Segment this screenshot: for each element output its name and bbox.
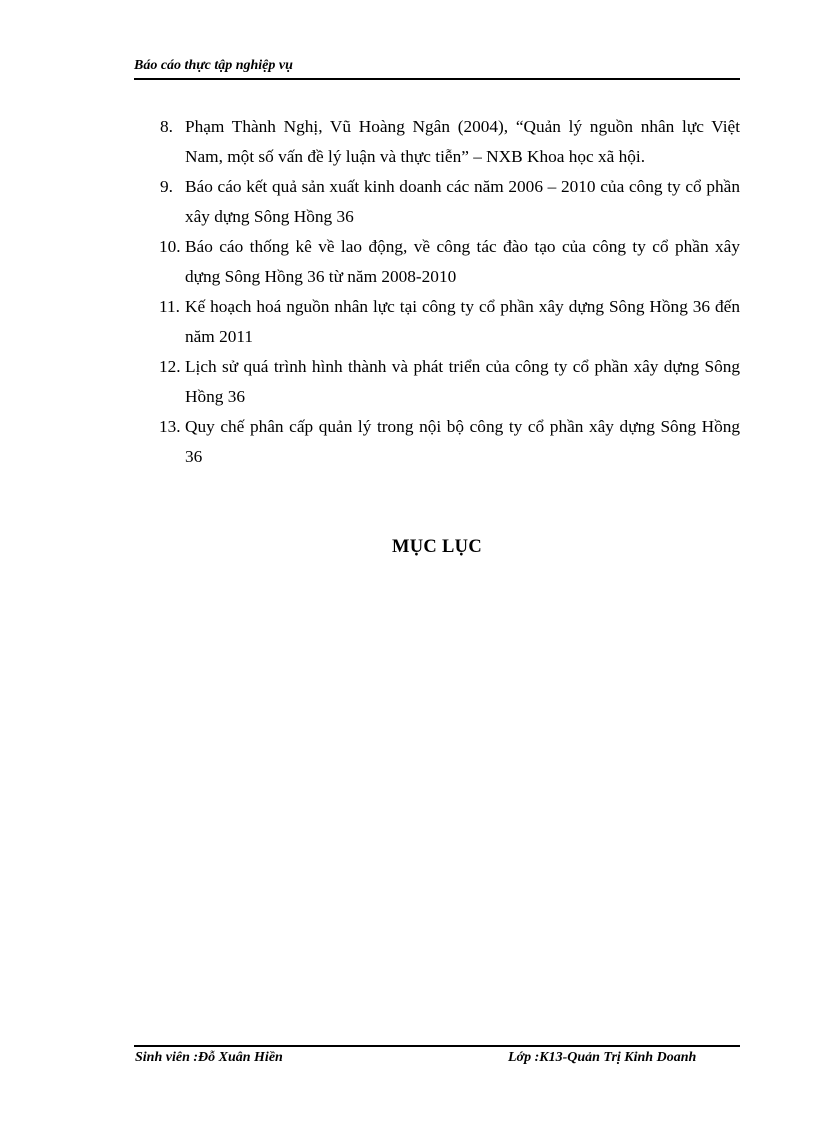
reference-item-12 [134,352,740,412]
reference-item-9 [134,172,740,232]
reference-list [134,112,740,472]
reference-number: 11. [159,297,180,316]
reference-number: 8. [160,117,173,136]
reference-number: 12. [159,357,181,376]
reference-item-13 [134,412,740,472]
reference-text: Phạm Thành Nghị, Vũ Hoàng Ngân (2004), “Quản lý nguồn nhân lực Việt Nam, một số vấn đề lý luận và thực tiễn” – NXB Khoa học xã hội. [185,117,740,166]
reference-text: Lịch sử quá trình hình thành và phát triển của công ty cổ phần xây dựng Sông Hồng 36 [185,357,740,406]
reference-text: Kế hoạch hoá nguồn nhân lực tại công ty cổ phần xây dựng Sông Hồng 36 đến năm 2011 [185,297,740,346]
reference-item-10 [134,232,740,292]
header-title: Báo cáo thực tập nghiệp vụ [134,58,293,73]
section-title: MỤC LỤC [392,537,482,557]
reference-text: Báo cáo kết quả sản xuất kinh doanh các năm 2006 – 2010 của công ty cổ phần xây dựng Sông Hồng 36 [185,177,740,226]
footer-divider [134,1045,740,1047]
footer-class: Lớp :K13-Quản Trị Kinh Doanh [508,1050,697,1065]
page-header [134,56,740,80]
reference-item-11 [134,292,740,352]
footer-student: Sinh viên :Đỗ Xuân Hiền [135,1050,283,1065]
reference-item-8 [134,112,740,172]
reference-text: Quy chế phân cấp quản lý trong nội bộ công ty cổ phần xây dựng Sông Hồng 36 [185,417,740,466]
reference-number: 13. [159,417,181,436]
reference-text: Báo cáo thống kê về lao động, về công tác đào tạo của công ty cổ phần xây dựng Sông Hồng 36 từ năm 2008-2010 [185,237,740,286]
reference-number: 10. [159,237,181,256]
reference-number: 9. [160,177,173,196]
